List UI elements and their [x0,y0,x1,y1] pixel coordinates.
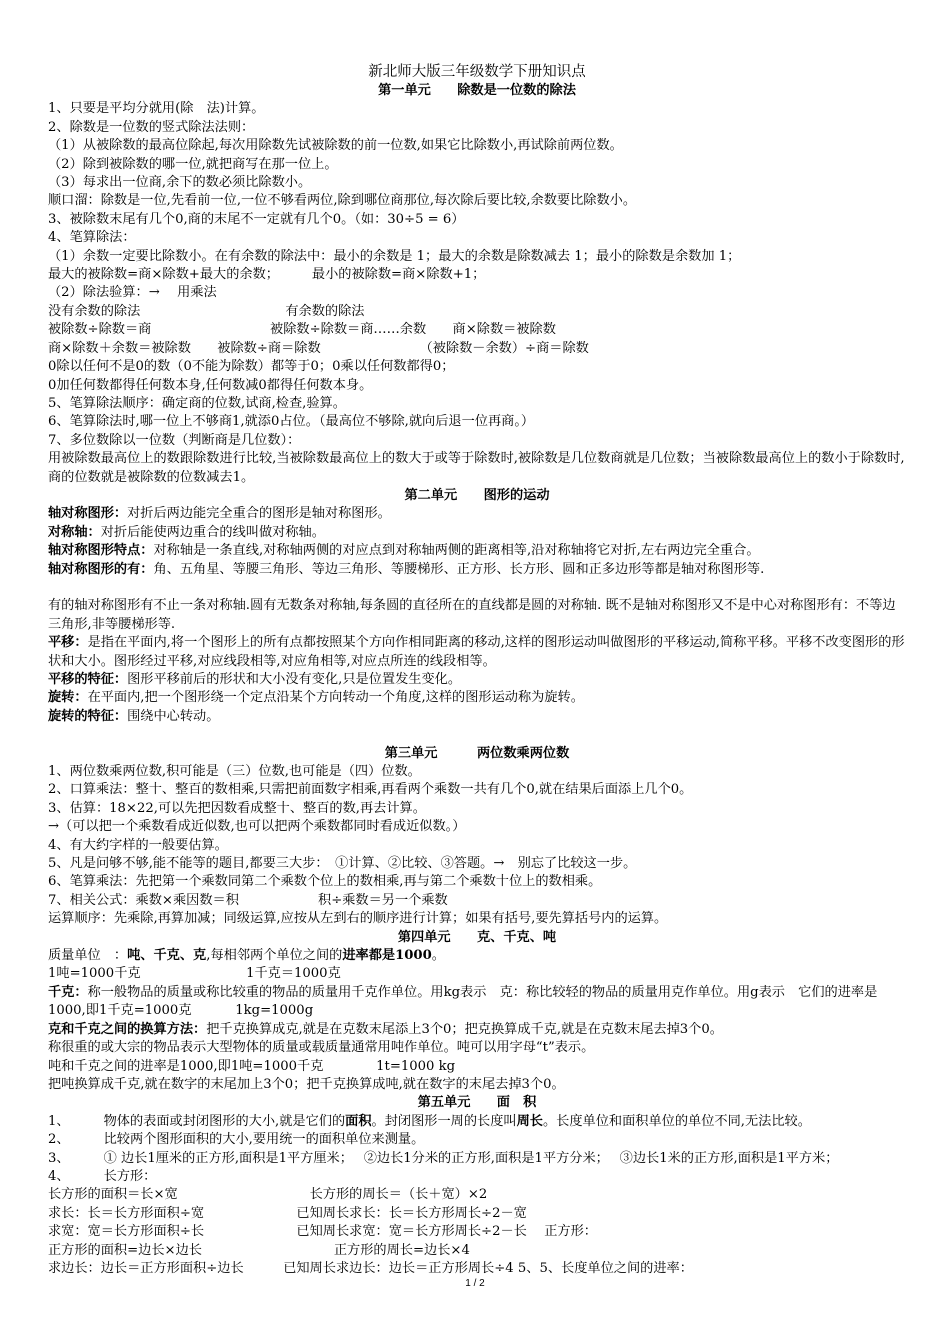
unit1-line: 顺口溜：除数是一位,先看前一位,一位不够看两位,除到哪位商那位,每次除后要比较,余数要比除数小。 [48,193,637,209]
item-number: 3、 [48,1150,70,1166]
term-label: 轴对称图形的有： [48,561,154,577]
text-run: 长方形： [103,1168,157,1184]
unit1-line: 6、笔算除法时,哪一位上不够商1,就添0占位。（最高位不够除,就向后退一位再商。） [48,414,535,430]
unit5-line: 求宽：宽＝长方形面积÷长 已知周长求宽：宽＝长方形周长÷2－长 正方形： [48,1224,597,1240]
bold-run: 进率都是1000 [342,948,432,964]
unit1-heading: 第一单元 除数是一位数的除法 [378,83,576,98]
page-number: 1 / 2 [465,1278,485,1289]
term-definition: 是指在平面内,将一个图形上的所有点都按照某个方向作相同距离的移动,这样的图形运动叫做图形的平移运动,简称平移。平移不改变图形的形状和大小。图形经过平移,对应线段相等,对应角相等,对应点所连的线段相等。 [48,635,905,669]
text-run: 。 [431,948,445,964]
unit1-line: （1）余数一定要比除数小。在有余数的除法中：最小的余数是 1；最大的余数是除数减去 1；最小的除数是余数加 1； [48,248,741,264]
item-number: 4、 [48,1168,70,1184]
text-run: 。封闭图形一周的长度叫 [371,1113,517,1129]
unit2-term-row [48,505,906,523]
unit2-term-row [48,524,906,542]
bold-run: 吨、千克、克 [127,948,207,964]
text-run: 质量单位 ： [48,948,128,964]
unit4-line: 1吨=1000千克 1千克＝1000克 [48,966,341,982]
unit1-line: （3）每求出一位商,余下的数必须比除数小。 [48,175,312,191]
unit1-line: 1、只要是平均分就用(除 法)计算。 [48,101,265,117]
term-label: 轴对称图形特点： [48,543,154,559]
document-title: 新北师大版三年级数学下册知识点 [368,64,586,80]
unit2-term-row [48,708,906,726]
unit1-line: 最大的被除数=商×除数+最大的余数； 最小的被除数=商×除数+1； [48,267,486,283]
unit2-term-row [48,634,906,671]
document-page [48,62,906,1278]
unit1-line: （2）除法验算：→ 用乘法 [48,285,217,301]
term-label: 克和千克之间的换算方法： [48,1021,207,1037]
term-definition: 图形平移前后的形状和大小没有变化,只是位置发生变化。 [127,671,462,687]
term-definition: 把千克换算成克,就是在克数末尾添上3个0；把克换算成千克,就是在克数末尾去掉3个0。 [206,1021,723,1037]
unit1-line: 商×除数＋余数＝被除数 被除数÷商＝除数 （被除数－余数）÷商＝除数 [48,340,589,356]
unit2-paragraph: 有的轴对称图形有不止一条对称轴.圆有无数条对称轴,每条圆的直径所在的直线都是圆的对称轴. 既不是轴对称图形又不是中心对称图形有：不等边三角形,非等腰梯形等. [48,598,896,632]
term-label: 轴对称图形： [48,506,128,522]
unit3-line: 3、估算：18×22,可以先把因数看成整十、整百的数,再去计算。 [48,800,426,816]
unit1-line: 4、笔算除法： [48,230,136,246]
unit3-line: 2、口算乘法：整十、整百的数相乘,只需把前面数字相乘,再看两个乘数一共有几个0,就在结果后面添上几个0。 [48,782,693,798]
unit1-line: 没有余数的除法 有余数的除法 [48,303,365,319]
unit1-line: 0加任何数都得任何数本身,任何数减0都得任何数本身。 [48,377,373,393]
term-definition: 称一般物品的质量或称比较重的物品的质量用千克作单位。用kg表示 克：称比较轻的物品的质量用克作单位。用g表示 它们的进率是1000,即1千克=1000克 1kg=1000g [48,984,878,1019]
term-definition: 对称轴是一条直线,对称轴两侧的对应点到对称轴两侧的距离相等,沿对称轴将它对折,左右两边完全重合。 [153,543,760,559]
unit1-line: 7、多位数除以一位数（判断商是几位数）： [48,432,301,448]
term-definition: 角、五角星、等腰三角形、等边三角形、等腰梯形、正方形、长方形、圆和正多边形等都是轴对称图形等. [153,561,765,577]
text-run: 。长度单位和面积单位的单位不同,无法比较。 [542,1113,811,1129]
unit4-line [48,947,906,965]
unit1-line: （2）除到被除数的哪一位,就把商写在那一位上。 [48,156,338,172]
unit1-line: 3、被除数末尾有几个0,商的末尾不一定就有几个0。（如：30÷5 = 6） [48,211,465,227]
term-label: 千克： [48,984,88,1000]
unit5-line: 求长：长＝长方形面积÷宽 已知周长求长：长＝长方形周长÷2－宽 [48,1205,527,1221]
unit1-paragraph: 用被除数最高位上的数跟除数进行比较,当被除数最高位上的数大于或等于除数时,被除数是几位数商就是几位数；当被除数最高位上的数小于除数时,商的位数就是被除数的位数减去1。 [48,451,905,485]
bold-run: 面积 [345,1113,372,1129]
unit5-line: 长方形的面积＝长×宽 长方形的周长＝（长＋宽）×2 [48,1187,488,1203]
unit3-line: 7、相关公式：乘数×乘因数＝积 积÷乘数＝另一个乘数 [48,892,448,908]
unit5-heading: 第五单元 面 积 [417,1095,537,1111]
unit4-line: 把吨换算成千克,就在数字的末尾加上3个0；把千克换算成吨,就在数字的末尾去掉3个0。 [48,1076,565,1092]
term-label: 旋转的特征： [48,708,128,724]
unit3-line: 4、有大约字样的一般要估算。 [48,837,228,853]
term-label: 旋转： [48,690,88,706]
term-definition: 围绕中心转动。 [127,708,220,724]
unit4-heading: 第四单元 克、千克、吨 [397,929,557,945]
unit1-line: 5、笔算除法顺序：确定商的位数,试商,检查,验算。 [48,395,346,411]
spacer [48,726,906,744]
unit3-line: 6、笔算乘法：先把第一个乘数同第二个乘数个位上的数相乘,再与第二个乘数十位上的数相乘。 [48,874,602,890]
unit5-line: 正方形的面积=边长×边长 正方形的周长=边长×4 [48,1242,470,1258]
spacer [48,579,906,597]
term-label: 平移： [48,635,88,651]
unit5-item [48,1131,906,1149]
unit2-term-row [48,542,906,560]
unit3-heading: 第三单元 两位数乘两位数 [384,745,570,761]
unit3-line: 运算顺序：先乘除,再算加减；同级运算,应按从左到右的顺序进行计算；如果有括号,要先算括号内的运算。 [48,911,668,927]
text-run: ① 边长1厘米的正方形,面积是1平方厘米； ②边长1分米的正方形,面积是1平方分米； ③边长1米的正方形,面积是1平方米； [103,1150,839,1166]
unit5-line: 求边长：边长＝正方形面积÷边长 已知周长求边长：边长＝正方形周长÷4 5、5、长度单位之间的进率： [48,1260,693,1276]
term-definition: 对折后能使两边重合的线叫做对称轴。 [100,524,325,540]
unit2-heading: 第二单元 图形的运动 [404,487,550,503]
unit4-line: 吨和千克之间的进率是1000,即1吨=1000千克 1t=1000 kg [48,1058,456,1074]
unit2-term-row [48,561,906,579]
item-number: 2、 [48,1132,70,1148]
unit4-term-row [48,984,906,1021]
unit2-term-row [48,671,906,689]
bold-run: 周长 [516,1113,543,1129]
term-label: 平移的特征： [48,671,128,687]
text-run: ,每相邻两个单位之间的 [206,948,343,964]
unit4-line: 称很重的或大宗的物品表示大型物体的质量或载质量通常用吨作单位。吨可以用字母“t”表示。 [48,1040,595,1056]
unit2-term-row [48,689,906,707]
unit1-line: 2、除数是一位数的竖式除法法则： [48,119,255,135]
term-definition: 对折后两边能完全重合的图形是轴对称图形。 [127,506,391,522]
unit3-line: →（可以把一个乘数看成近似数,也可以把两个乘数都同时看成近似数。） [48,819,466,835]
unit1-line: （1）从被除数的最高位除起,每次用除数先试被除数的前一位数,如果它比除数小,再试除前两位数。 [48,138,623,154]
text-run: 比较两个图形面积的大小,要用统一的面积单位来测量。 [103,1132,425,1148]
unit5-item [48,1168,906,1186]
unit3-line: 1、两位数乘两位数,积可能是（三）位数,也可能是（四）位数。 [48,764,421,779]
unit5-item [48,1113,906,1131]
term-definition: 在平面内,把一个图形绕一个定点沿某个方向转动一个角度,这样的图形运动称为旋转。 [87,690,584,706]
unit1-line: 被除数÷除数＝商 被除数÷除数＝商……余数 商×除数＝被除数 [48,322,556,338]
text-run: 物体的表面或封闭图形的大小,就是它们的 [103,1113,346,1129]
unit3-line: 5、凡是问够不够,能不能等的题目,都要三大步： ①计算、②比较、③答题。→ 别忘了比较这一步。 [48,856,637,872]
term-label: 对称轴： [48,524,101,540]
unit5-item [48,1150,906,1168]
unit1-line: 0除以任何不是0的数（0不能为除数）都等于0；0乘以任何数都得0； [48,359,455,375]
item-number: 1、 [48,1113,70,1129]
unit4-term-row [48,1021,906,1039]
